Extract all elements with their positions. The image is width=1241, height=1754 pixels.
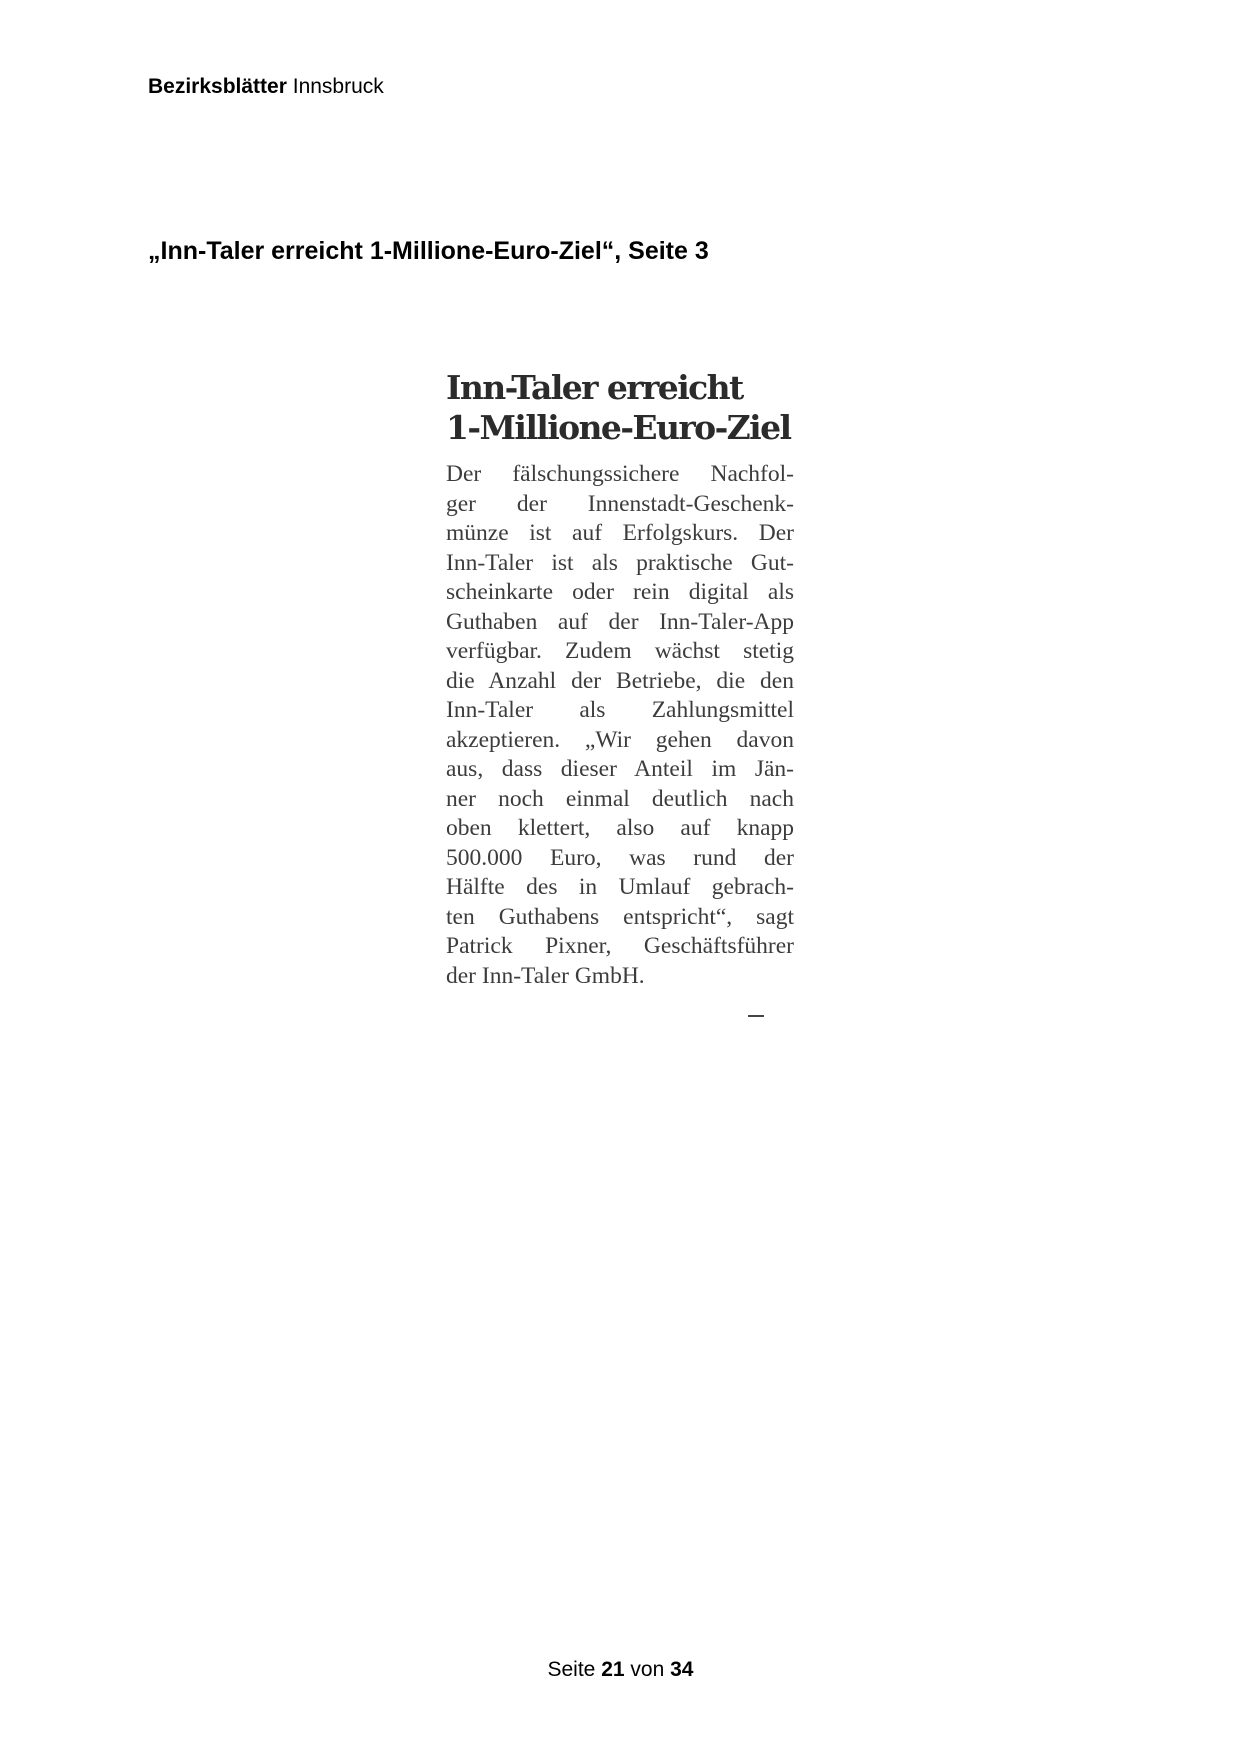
publication-name: Bezirksblätter	[148, 75, 287, 98]
body-line: die Anzahl der Betriebe, die den	[446, 667, 794, 694]
body-line: der Inn-Taler GmbH.	[446, 962, 645, 989]
article-clipping	[446, 368, 794, 991]
page-total-number: 34	[670, 1658, 694, 1681]
body-line: Guthaben auf der Inn-Taler-App	[446, 608, 794, 635]
article-headline	[446, 368, 794, 448]
headline-line: 1-Millione-Euro-Ziel	[446, 408, 791, 447]
headline-line: Inn-Taler erreicht	[446, 368, 743, 407]
body-line: Hälfte des in Umlauf gebrach-	[446, 874, 794, 900]
body-line: Inn-Taler als Zahlungsmittel	[446, 697, 794, 723]
source-header	[148, 74, 384, 100]
body-line: ten Guthabens entspricht“, sagt	[446, 903, 794, 930]
page-of-label: von	[630, 1658, 665, 1681]
clip-reference-title: „Inn-Taler erreicht 1-Millione-Euro-Ziel“, Seite 3	[148, 237, 709, 265]
body-line: 500.000 Euro, was rund der	[446, 844, 794, 871]
body-line: Patrick Pixner, Geschäftsführer	[446, 933, 794, 959]
body-line: verfügbar. Zudem wächst stetig	[446, 638, 794, 664]
body-line: ner noch einmal deutlich nach	[446, 785, 794, 812]
body-line: scheinkarte oder rein digital als	[446, 579, 794, 605]
body-line: oben klettert, also auf knapp	[446, 815, 794, 841]
body-line: Der fälschungssichere Nachfol-	[446, 461, 794, 487]
page-label: Seite	[547, 1658, 596, 1681]
body-line: münze ist auf Erfolgskurs. Der	[446, 520, 794, 546]
body-line: aus, dass dieser Anteil im Jän-	[446, 756, 794, 782]
body-line: akzeptieren. „Wir gehen davon	[446, 726, 794, 753]
clipping-end-mark	[748, 1015, 764, 1017]
publication-region: Innsbruck	[292, 75, 384, 98]
page-footer	[0, 1657, 1241, 1683]
body-line: ger der Innenstadt-Geschenk-	[446, 490, 794, 517]
body-line: Inn-Taler ist als praktische Gut-	[446, 549, 794, 576]
page-current-number: 21	[601, 1658, 625, 1681]
article-body	[446, 460, 794, 991]
